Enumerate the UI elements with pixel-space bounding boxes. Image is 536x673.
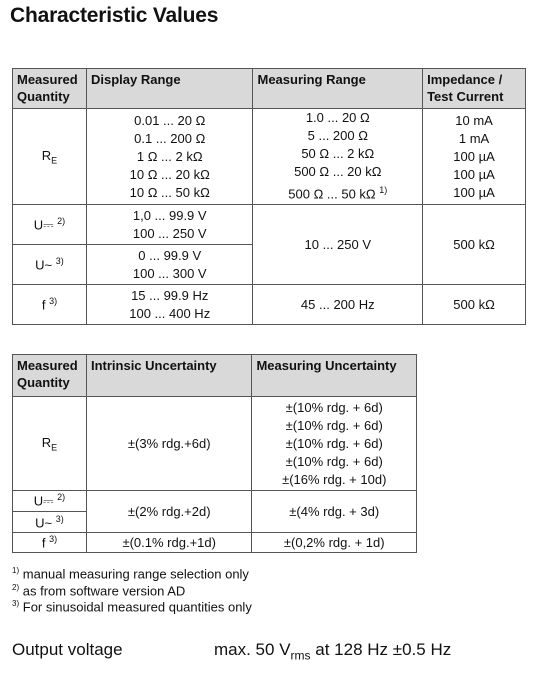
display-range-u-ac: 0 ... 99.9 V 100 ... 300 V [86,245,253,285]
measuring-uncertainty-u: ±(4% rdg. + 3d) [252,491,417,533]
measuring-range-re: 1.0 ... 20 Ω 5 ... 200 Ω 50 Ω ... 2 kΩ 500 Ω ... 20 kΩ 500 Ω ... 50 kΩ $^{1)}$ [253,109,423,205]
footnote-3: $^{3)}$ For sinusoidal measured quantities only [12,599,252,615]
uncertainty-table [12,354,417,553]
characteristic-values-table [12,68,526,325]
header-measured-quantity-2: Measured Quantity [13,355,87,397]
measuring-uncertainty-f: ±(0,2% rdg. + 1d) [252,533,417,553]
header-display-range: Display Range [86,69,253,109]
header-measured-quantity: Measured Quantity [13,69,87,109]
measuring-range-f: 45 ... 200 Hz [253,285,423,325]
quantity-u-ac: U~ $^{3)}$ [13,245,87,285]
measuring-range-u: 10 ... 250 V [253,205,423,285]
quantity-re: $R_E$ [13,109,87,205]
quantity-u-ac-2: U~ $^{3)}$ [13,512,87,533]
intrinsic-uncertainty-u: ±(2% rdg.+2d) [86,491,252,533]
footnote-1: $^{1)}$ manual measuring range selection only [12,566,249,582]
impedance-f: 500 kΩ [423,285,526,325]
display-range-re: 0.01 ... 20 Ω 0.1 ... 200 Ω 1 Ω ... 2 kΩ 10 Ω ... 20 kΩ 10 Ω ... 50 kΩ [86,109,253,205]
display-range-f: 15 ... 99.9 Hz 100 ... 400 Hz [86,285,253,325]
table-row-re [13,109,526,205]
page-title: Characteristic Values [10,4,219,27]
header-intrinsic-uncertainty: Intrinsic Uncertainty [86,355,252,397]
quantity-u-dc: U⎓ $^{2)}$ [13,205,87,245]
intrinsic-uncertainty-f: ±(0.1% rdg.+1d) [86,533,252,553]
header-measuring-uncertainty: Measuring Uncertainty [252,355,417,397]
table-row-f [13,285,526,325]
table-row-f-uncertainty [13,533,417,553]
quantity-u-dc-2: U⎓ $^{2)}$ [13,491,87,512]
quantity-f: f $^{3)}$ [13,285,87,325]
header-impedance: Impedance / Test Current [423,69,526,109]
output-voltage-value: max. 50 $V_{rms}$ at 128 Hz ±0.5 Hz [214,640,452,663]
table-row-u-dc-uncertainty [13,491,417,512]
impedance-re: 10 mA 1 mA 100 µA 100 µA 100 µA [423,109,526,205]
intrinsic-uncertainty-re: ±(3% rdg.+6d) [86,397,252,491]
impedance-u: 500 kΩ [423,205,526,285]
quantity-f-2: f $^{3)}$ [13,533,87,553]
quantity-re-2: $R_E$ [13,397,87,491]
table-row-re-uncertainty [13,397,417,491]
output-voltage-label: Output voltage [12,640,123,659]
footnote-2: $^{2)}$ as from software version AD [12,583,186,599]
display-range-u-dc: 1,0 ... 99.9 V 100 ... 250 V [86,205,253,245]
measuring-uncertainty-re: ±(10% rdg. + 6d) ±(10% rdg. + 6d) ±(10% rdg. + 6d) ±(10% rdg. + 6d) ±(16% rdg. + 10d) [252,397,417,491]
table-row-u-dc [13,205,526,245]
header-measuring-range: Measuring Range [253,69,423,109]
